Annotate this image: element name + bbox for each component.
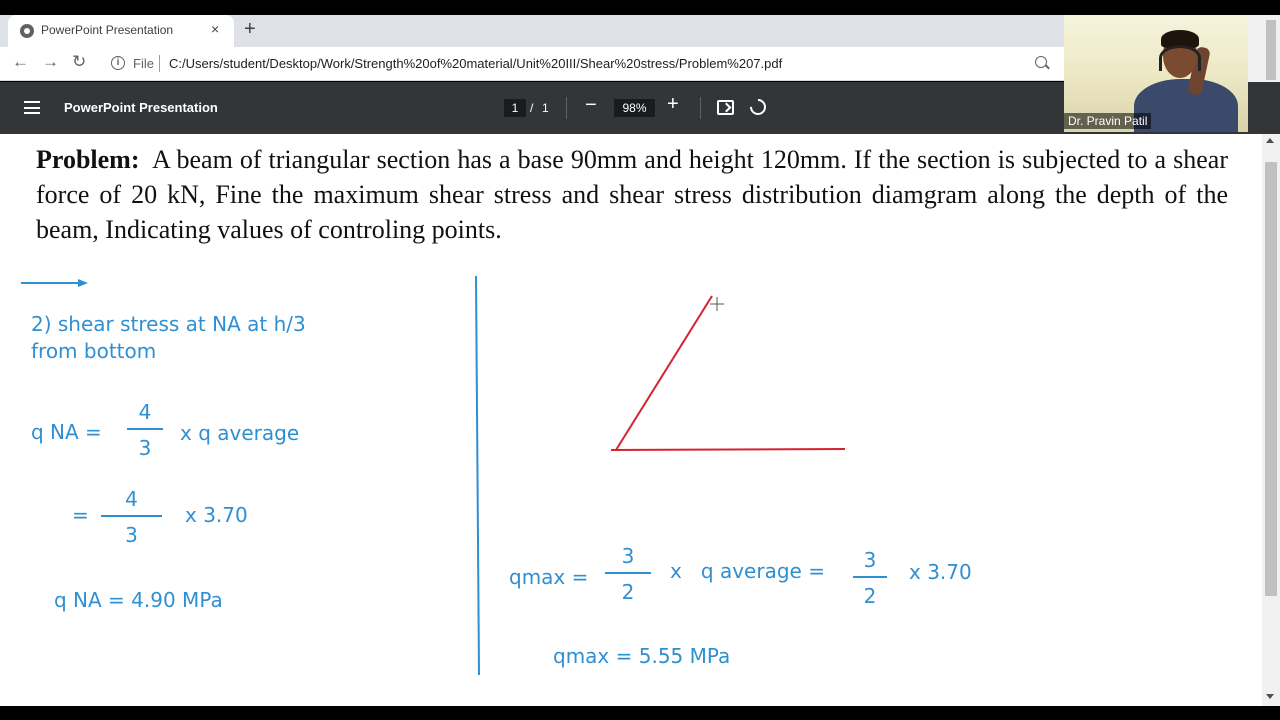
page-separator: /	[530, 101, 534, 115]
scrollbar-thumb[interactable]	[1265, 162, 1277, 596]
eq2-fraction	[101, 487, 162, 547]
eq2-denominator: 3	[125, 523, 138, 547]
tab-title: PowerPoint Presentation	[41, 23, 174, 37]
tab-bar	[0, 15, 1064, 47]
menu-icon[interactable]	[24, 101, 40, 114]
fraction-bar	[101, 515, 162, 517]
address-toolbar	[0, 47, 1064, 81]
problem-label: Problem:	[36, 145, 140, 174]
pdf-page	[0, 134, 1262, 706]
qmax-denominator-1: 2	[621, 580, 635, 604]
qmax-fraction-1	[605, 544, 651, 604]
eq1-denominator: 3	[138, 436, 152, 460]
zoom-magnifier-icon[interactable]	[1035, 56, 1047, 68]
bottom-strip	[0, 706, 1280, 720]
arrow-head-icon	[78, 279, 88, 287]
file-label: File	[133, 56, 154, 71]
presenter-name: Dr. Pravin Patil	[1064, 113, 1151, 129]
browser-tab[interactable]	[8, 15, 234, 47]
globe-icon	[20, 24, 34, 38]
upper-scroll-thumb[interactable]	[1266, 20, 1276, 80]
fit-to-page-icon[interactable]	[717, 100, 734, 115]
fraction-bar	[853, 576, 887, 578]
qmax-middle: x q average =	[670, 559, 825, 583]
close-tab-icon[interactable]: ×	[211, 21, 220, 37]
zoom-out-button[interactable]: −	[585, 94, 597, 116]
new-tab-button[interactable]: +	[244, 18, 256, 40]
qmax-numerator-1: 3	[621, 544, 635, 568]
info-icon[interactable]: i	[111, 56, 125, 70]
reload-icon[interactable]: ↻	[72, 52, 87, 71]
scroll-up-arrow-icon[interactable]	[1266, 138, 1274, 143]
page-number-input[interactable]: 1	[504, 99, 526, 117]
forward-arrow-icon[interactable]: →	[42, 52, 59, 71]
ink-annotations	[0, 134, 1262, 706]
url-separator	[159, 55, 160, 72]
zoom-in-button[interactable]: +	[667, 93, 679, 115]
zoom-level-input[interactable]: 98%	[614, 99, 655, 117]
url-input[interactable]: C:/Users/student/Desktop/Work/Strength%20of%20material/Unit%20III/Shear%20stress/Problem%207.pdf	[169, 56, 783, 71]
qmax-lhs: qmax =	[509, 565, 589, 589]
triangle-base-line	[611, 449, 845, 450]
qmax-denominator-2: 2	[863, 584, 877, 608]
eq1-lhs: q NA =	[31, 420, 102, 444]
heading-line-2: from bottom	[31, 339, 157, 363]
fraction-bar	[605, 572, 651, 574]
toolbar-divider	[700, 97, 701, 119]
headset-icon	[1159, 45, 1201, 71]
qmax-result: qmax = 5.55 MPa	[553, 644, 731, 668]
document-title: PowerPoint Presentation	[64, 100, 218, 115]
webcam-overlay	[1064, 15, 1248, 132]
eq1-fraction	[127, 400, 163, 460]
eq2-rhs: x 3.70	[185, 503, 248, 527]
toolbar-divider	[566, 97, 567, 119]
triangle-slant-line	[616, 296, 712, 450]
top-strip	[0, 0, 1280, 15]
qmax-numerator-2: 3	[863, 548, 877, 572]
vertical-divider-line	[476, 276, 479, 675]
page-total: 1	[542, 101, 549, 115]
qmax-fraction-2	[853, 548, 887, 608]
heading-line-1: 2) shear stress at NA at h/3	[31, 312, 306, 336]
rotate-icon[interactable]	[747, 96, 770, 119]
eq1-numerator: 4	[138, 400, 152, 424]
scroll-down-arrow-icon[interactable]	[1266, 694, 1274, 699]
qna-result: q NA = 4.90 MPa	[54, 588, 223, 612]
back-arrow-icon[interactable]: ←	[12, 52, 29, 71]
eq1-rhs: x q average	[180, 421, 300, 445]
eq2-lhs: =	[72, 503, 89, 527]
problem-text: A beam of triangular section has a base 90mm and height 120mm. If the section is subjected to a shear force of 20 kN, Fine the maximum shear stress and shear stress distribution diamgram along the depth of the beam, Indicating values of controling points.	[36, 145, 1228, 244]
fraction-bar	[127, 428, 163, 430]
qmax-rhs: x 3.70	[909, 560, 972, 584]
eq2-numerator: 4	[125, 487, 138, 511]
